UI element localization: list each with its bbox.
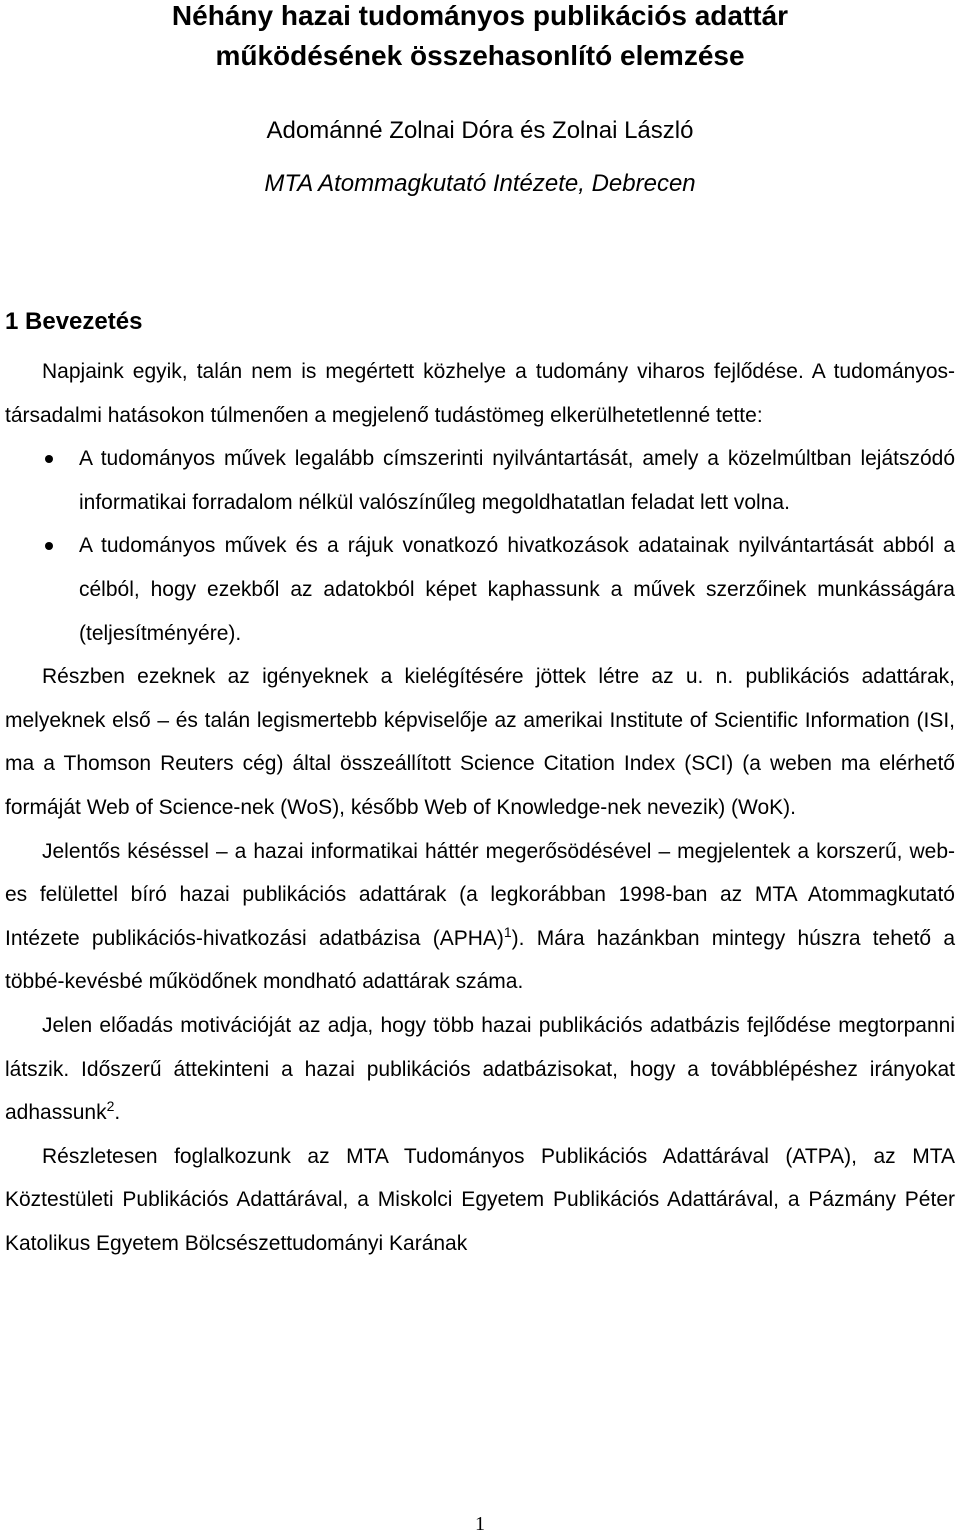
bullet-item-2 xyxy=(5,524,955,655)
paragraph-5: Részletesen foglalkozunk az MTA Tudományos Publikációs Adattárával (ATPA), az MTA Köztestületi Publikációs Adattárával, a Miskolci Egyetem Publikációs Adattárával, a Pázmány Péter Katolikus Egyetem Bölcsészettudományi Karának xyxy=(5,1144,955,1255)
paragraph-3 xyxy=(5,830,955,1004)
paragraph-1: Napjaink egyik, talán nem is megértett közhelye a tudomány viharos fejlődése. A tudományos-társadalmi hatásokon túlmenően a megjelenő tudástömeg elkerülhetetlenné tette: xyxy=(5,360,955,427)
paragraph-4-text-b: . xyxy=(114,1101,121,1125)
footnote-ref-2: 2 xyxy=(106,1098,115,1115)
title-line-1: Néhány hazai tudományos publikációs adattár xyxy=(171,0,789,31)
page-number: 1 xyxy=(475,1513,485,1535)
title-line-2: működésének összehasonlító elemzése xyxy=(215,40,745,71)
bullet-text-2: A tudományos művek és a rájuk vonatkozó hivatkozások adatainak nyilvántartását abból a célból, hogy ezekből az adatokból képet kaphassunk a művek szerzőinek munkásságára (teljesítményére). xyxy=(79,534,955,645)
bullet-dot-icon xyxy=(45,542,53,550)
section-heading: 1 Bevezetés xyxy=(5,308,143,335)
paragraph-3-text-b: ). Mára hazánkban mintegy húszra tehető a többé-kevésbé működőnek mondható adattárak száma. xyxy=(5,926,955,994)
bullet-list xyxy=(5,437,955,655)
footnote-ref-1: 1 xyxy=(503,923,512,940)
bullet-item-1 xyxy=(5,437,955,524)
paragraph-2: Részben ezeknek az igényeknek a kielégítésére jöttek létre az u. n. publikációs adattárak, melyeknek első – és talán legismertebb képviselője az amerikai Institute of Scientific Information (ISI, ma a Thomson Reuters cég) által összeállított Science Citation Index (SCI) (a weben ma elérhető formáját Web of Science-nek (WoS), később Web of Knowledge-nek nevezik) (WoK). xyxy=(5,665,955,819)
bullet-text-1: A tudományos művek legalább címszerinti nyilvántartását, amely a közelmúltban lejátszódó informatikai forradalom nélkül valószínűleg megoldhatatlan feladat lett volna. xyxy=(79,447,955,514)
document-body xyxy=(5,350,955,1265)
authors: Adománné Zolnai Dóra és Zolnai László xyxy=(266,117,694,144)
paragraph-4-text-a: Jelen előadás motivációját az adja, hogy több hazai publikációs adatbázis fejlődése megtorpanni látszik. Időszerű áttekinteni a hazai publikációs adatbázisokat, hogy a továbblépéshez irányokat adhassunk xyxy=(5,1013,955,1125)
paragraph-3-text-a: Jelentős késéssel – a hazai informatikai háttér megerősödésével – megjelentek a korszerű, web-es felülettel bíró hazai publikációs adattárak (a legkorábban 1998-ban az MTA Atommagkutató Intézete publikációs-hivatkozási adatbázisa (APHA) xyxy=(5,839,955,950)
affiliation: MTA Atommagkutató Intézete, Debrecen xyxy=(264,170,696,197)
document-title xyxy=(0,0,960,76)
bullet-dot-icon xyxy=(45,455,53,463)
paragraph-4 xyxy=(5,1004,955,1135)
